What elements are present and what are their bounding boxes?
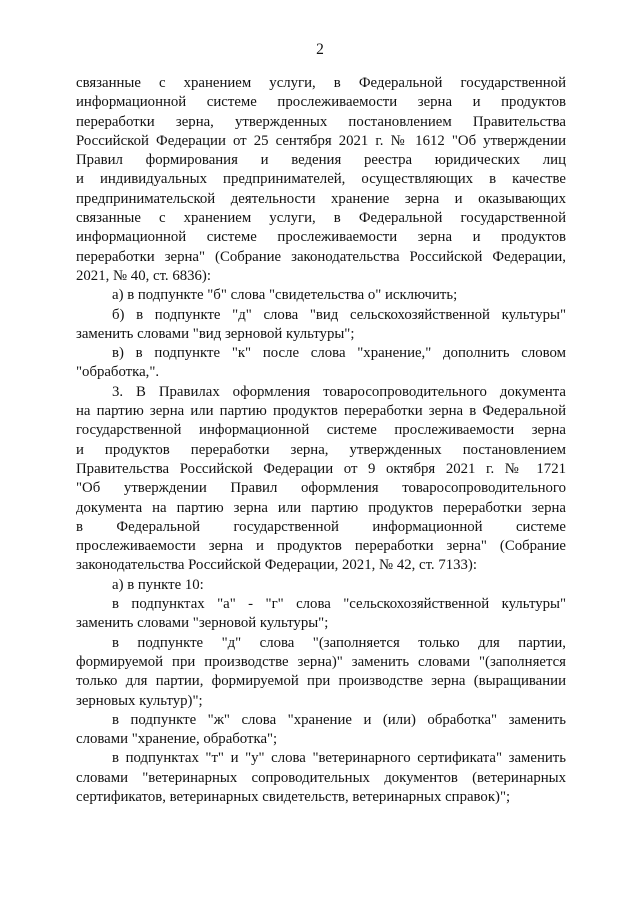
text-line: словами "хранение, обработка"; — [76, 731, 278, 748]
text-line: информационной системе прослеживаемости зерна и продуктов — [76, 94, 566, 111]
text-line: в подпункте "ж" слова "хранение и (или) обработка" заменить — [112, 711, 566, 728]
text-line: предпринимательской деятельности хранение зерна и оказывающих — [76, 190, 566, 207]
text-line: формируемой при производстве зерна)" заменить словами "(заполняется — [76, 653, 566, 670]
text-line: Правительства Российской Федерации от 9 октября 2021 г. № 1721 — [76, 460, 566, 477]
text-line: зерновых культур)"; — [76, 692, 203, 709]
text-line: связанные с хранением услуги, в Федеральной государственной — [76, 210, 566, 227]
text-line: Российской Федерации от 25 сентября 2021 г. № 1612 "Об утверждении — [76, 132, 566, 149]
text-line: и продуктов переработки зерна, утвержденных постановлением — [76, 441, 566, 458]
text-line: в подпункте "д" слова "(заполняется только для партии, — [112, 634, 566, 651]
document-body — [76, 74, 566, 807]
text-line: б) в подпункте "д" слова "вид сельскохозяйственной культуры" — [112, 306, 566, 323]
text-line: в подпунктах "а" - "г" слова "сельскохозяйственной культуры" — [112, 596, 566, 613]
text-line: "Об утверждении Правил оформления товаросопроводительного — [76, 480, 566, 497]
text-line: "обработка,". — [76, 364, 160, 381]
text-line: 2021, № 40, ст. 6836): — [76, 267, 211, 284]
text-line: документа на партию зерна или партию продуктов переработки зерна — [76, 499, 566, 516]
text-line: а) в пункте 10: — [112, 576, 204, 593]
text-line: на партию зерна или партию продуктов переработки зерна в Федеральной — [76, 403, 566, 420]
text-line: связанные с хранением услуги, в Федеральной государственной — [76, 75, 566, 91]
text-line: заменить словами "зерновой культуры"; — [76, 615, 329, 632]
text-line: только для партии, формируемой при производстве зерна (выращивании — [76, 673, 566, 690]
text-line: прослеживаемости зерна и продуктов переработки зерна" (Собрание — [76, 538, 566, 555]
text-line: а) в подпункте "б" слова "свидетельства о" исключить; — [112, 287, 458, 304]
text-line: 3. В Правилах оформления товаросопроводительного документа — [112, 383, 566, 400]
page-number: 2 — [316, 41, 324, 58]
text-line: и индивидуальных предпринимателей, осуществляющих в качестве — [76, 171, 566, 188]
text-line: словами "ветеринарных сопроводительных документов (ветеринарных — [76, 769, 566, 786]
text-line: переработки зерна, утвержденных постановлением Правительства — [76, 113, 566, 130]
text-line: в подпунктах "т" и "у" слова "ветеринарного сертификата" заменить — [112, 750, 566, 767]
text-line: переработки зерна" (Собрание законодательства Российской Федерации, — [76, 248, 566, 265]
text-line: заменить словами "вид зерновой культуры"; — [76, 325, 355, 342]
text-line: государственной информационной системе прослеживаемости зерна — [76, 422, 566, 439]
text-line: в Федеральной государственной информационной системе — [76, 518, 566, 535]
text-line: Правил формирования и ведения реестра юридических лиц — [76, 152, 566, 169]
text-line: законодательства Российской Федерации, 2021, № 42, ст. 7133): — [76, 557, 477, 574]
text-line: информационной системе прослеживаемости зерна и продуктов — [76, 229, 566, 246]
text-line: сертификатов, ветеринарных свидетельств, ветеринарных справок)"; — [76, 788, 511, 805]
text-line: в) в подпункте "к" после слова "хранение," дополнить словом — [112, 345, 566, 362]
